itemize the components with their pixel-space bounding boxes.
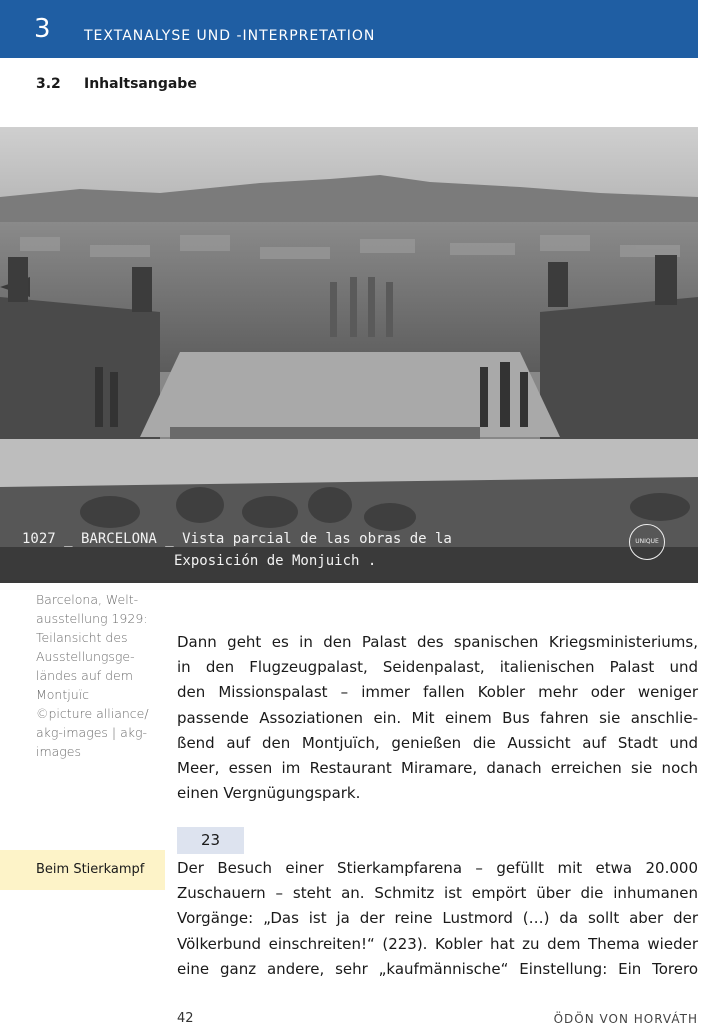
text-line: eine ganz andere, sehr „kaufmännische“ Einstellung: Ein Torero — [177, 959, 698, 978]
margin-keyword — [0, 850, 165, 890]
chapter-number: 3 — [34, 14, 51, 44]
caption-line: images — [36, 744, 82, 759]
caption-line: Ausstellungsge- — [36, 649, 135, 664]
text-line: den Missionspalast – immer fallen Kobler mehr oder weniger — [177, 683, 698, 702]
paragraph-palaces — [177, 630, 698, 806]
text-line: Zuschauern – steht an. Schmitz ist empört über die inhumanen — [177, 884, 698, 903]
chapter-title: TEXTANALYSE UND -INTERPRETATION — [84, 28, 376, 44]
margin-keyword-label: Beim Stierkampf — [36, 862, 145, 877]
caption-line: ausstellung 1929: — [36, 611, 148, 626]
caption-line: Montjuïc — [36, 687, 89, 702]
subsection-title: Inhaltsangabe — [84, 76, 197, 92]
caption-line: Teilansicht des — [36, 630, 128, 645]
chapter-header — [0, 0, 698, 58]
text-line: in den Flugzeugpalast, Seidenpalast, italienischen Palast und — [177, 658, 698, 677]
photo-inscription-line2: Exposición de Monjuich . — [174, 553, 377, 569]
caption-line: ©picture alliance/ — [36, 706, 149, 721]
running-footer-author: ÖDÖN VON HORVÁTH — [553, 1012, 698, 1026]
caption-line: ländes auf dem — [36, 668, 133, 683]
text-line: Dann geht es in den Palast des spanischen Kriegsministeriums, — [177, 633, 698, 651]
caption-line: akg-images | akg- — [36, 725, 147, 740]
caption-line: Barcelona, Welt- — [36, 592, 139, 607]
text-line: Meer, essen im Restaurant Miramare, danach erreichen sie noch — [177, 758, 698, 777]
image-caption — [36, 590, 162, 761]
page-number: 42 — [177, 1011, 194, 1026]
subsection-number: 3.2 — [36, 76, 61, 92]
section-number: 23 — [177, 827, 244, 854]
text-line: Der Besuch einer Stierkampfarena – gefüllt mit etwa 20.000 — [177, 859, 698, 877]
historic-photo-barcelona — [0, 127, 698, 583]
text-line: einen Vergnügungspark. — [177, 784, 361, 803]
text-line: passende Assoziationen ein. Mit einem Bus fahren sie anschlie- — [177, 708, 698, 727]
photo-inscription-line1: 1027 _ BARCELONA _ Vista parcial de las obras de la — [22, 531, 452, 547]
text-line: Völkerbund einschreiten!“ (223). Kobler hat zu dem Thema wieder — [177, 934, 698, 953]
text-line: Vorgänge: „Das ist ja der reine Lustmord (…) da sollt aber der — [177, 909, 698, 928]
photo-stamp: UNIQUE — [629, 524, 665, 560]
paragraph-bullfight — [177, 856, 698, 982]
text-line: ßend auf den Montjuïch, genießen die Aussicht auf Stadt und — [177, 733, 698, 752]
photo-illustration — [0, 127, 698, 583]
